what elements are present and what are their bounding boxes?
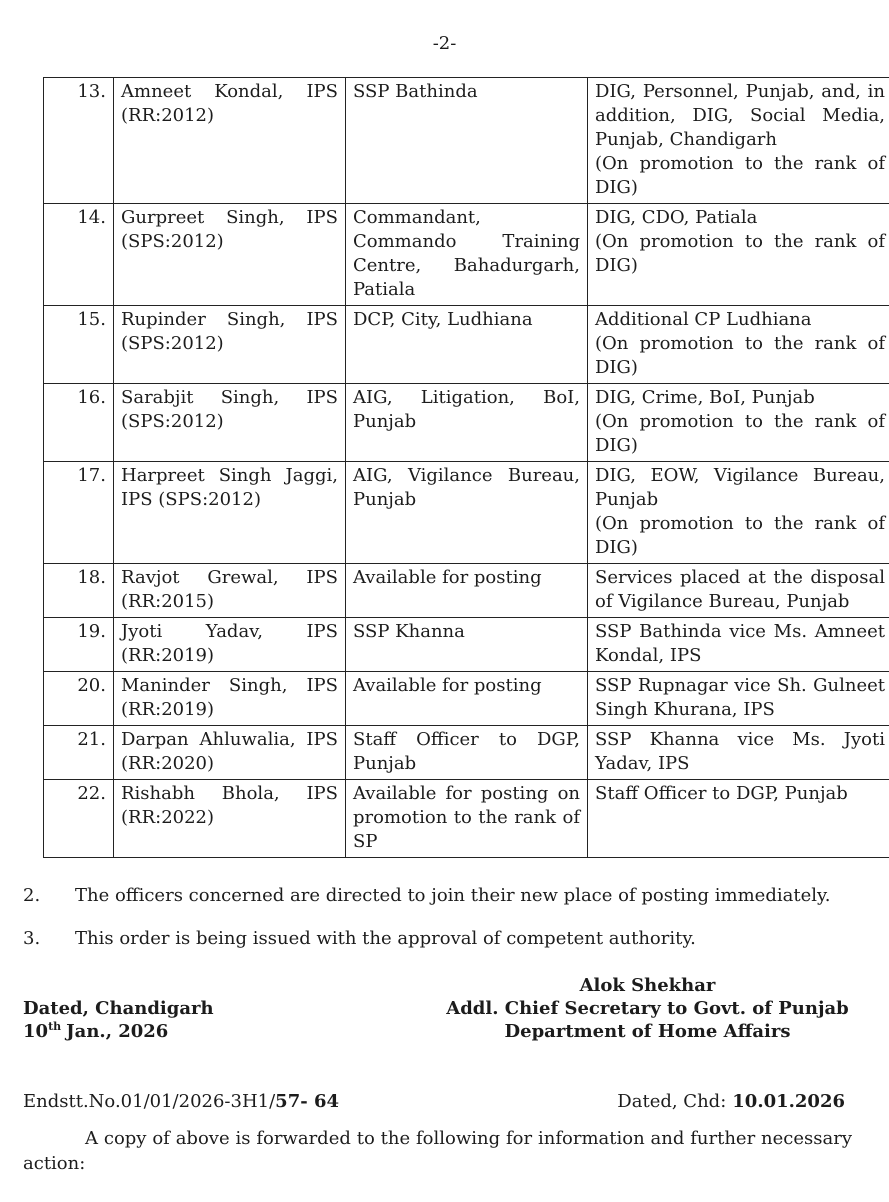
table-row — [44, 306, 889, 384]
table-row — [44, 780, 889, 858]
dated-place: Dated, Chandigarh — [23, 998, 214, 1019]
current-posting: Available for posting — [346, 564, 588, 618]
new-posting: SSP Khanna vice Ms. Jyoti Yadav, IPS — [588, 726, 889, 780]
officer-serial: 21. — [44, 726, 114, 780]
new-posting: SSP Bathinda vice Ms. Amneet Kondal, IPS — [588, 618, 889, 672]
dated-block — [23, 997, 214, 1043]
signatory-department: Department of Home Affairs — [504, 1021, 791, 1042]
paragraph-2-text: The officers concerned are directed to join their new place of posting immediately. — [75, 885, 831, 906]
new-posting: Additional CP Ludhiana (On promotion to the rank of DIG) — [588, 306, 889, 384]
table-row — [44, 564, 889, 618]
officer-name: Maninder Singh, IPS (RR:2019) — [114, 672, 346, 726]
signatory — [440, 974, 855, 1043]
new-posting: SSP Rupnagar vice Sh. Gulneet Singh Khurana, IPS — [588, 672, 889, 726]
officer-serial: 15. — [44, 306, 114, 384]
table-row — [44, 618, 889, 672]
table-row — [44, 726, 889, 780]
endorsement-row — [23, 1090, 845, 1114]
officer-name: Jyoti Yadav, IPS (RR:2019) — [114, 618, 346, 672]
officer-serial: 18. — [44, 564, 114, 618]
officer-serial: 20. — [44, 672, 114, 726]
officer-name: Harpreet Singh Jaggi, IPS (SPS:2012) — [114, 462, 346, 564]
paragraph-2-number: 2. — [23, 885, 41, 906]
officer-name: Rupinder Singh, IPS (SPS:2012) — [114, 306, 346, 384]
table-row — [44, 204, 889, 306]
current-posting: Available for posting on promotion to the rank of SP — [346, 780, 588, 858]
current-posting: AIG, Vigilance Bureau, Punjab — [346, 462, 588, 564]
officer-name: Rishabh Bhola, IPS (RR:2022) — [114, 780, 346, 858]
paragraph-2 — [23, 884, 852, 908]
table-row — [44, 462, 889, 564]
signatory-title: Addl. Chief Secretary to Govt. of Punjab — [446, 998, 849, 1019]
paragraph-3-number: 3. — [23, 928, 41, 949]
current-posting: Available for posting — [346, 672, 588, 726]
officer-name: Sarabjit Singh, IPS (SPS:2012) — [114, 384, 346, 462]
current-posting: AIG, Litigation, BoI, Punjab — [346, 384, 588, 462]
new-posting: Staff Officer to DGP, Punjab — [588, 780, 889, 858]
endorsement-date: Dated, Chd: 10.01.2026 — [617, 1091, 845, 1112]
new-posting: DIG, Crime, BoI, Punjab (On promotion to the rank of DIG) — [588, 384, 889, 462]
officer-serial: 13. — [44, 78, 114, 204]
paragraph-3 — [23, 927, 852, 951]
new-posting: DIG, EOW, Vigilance Bureau, Punjab (On promotion to the rank of DIG) — [588, 462, 889, 564]
officer-name: Gurpreet Singh, IPS (SPS:2012) — [114, 204, 346, 306]
officer-name: Ravjot Grewal, IPS (RR:2015) — [114, 564, 346, 618]
officer-serial: 17. — [44, 462, 114, 564]
officer-serial: 14. — [44, 204, 114, 306]
officer-serial: 16. — [44, 384, 114, 462]
signatory-name: Alok Shekhar — [579, 975, 716, 996]
postings-table — [43, 77, 889, 858]
new-posting: Services placed at the disposal of Vigilance Bureau, Punjab — [588, 564, 889, 618]
table-row — [44, 672, 889, 726]
table-row — [44, 384, 889, 462]
table-row — [44, 78, 889, 204]
forwarding-note: A copy of above is forwarded to the following for information and further necessary action: — [23, 1128, 852, 1174]
new-posting: DIG, CDO, Patiala (On promotion to the rank of DIG) — [588, 204, 889, 306]
officer-serial: 22. — [44, 780, 114, 858]
signature-block — [0, 974, 889, 1044]
officer-serial: 19. — [44, 618, 114, 672]
current-posting: DCP, City, Ludhiana — [346, 306, 588, 384]
officer-name: Darpan Ahluwalia, IPS (RR:2020) — [114, 726, 346, 780]
page-number: -2- — [432, 33, 457, 54]
current-posting: SSP Khanna — [346, 618, 588, 672]
paragraph-3-text: This order is being issued with the approval of competent authority. — [75, 928, 696, 949]
current-posting: Staff Officer to DGP, Punjab — [346, 726, 588, 780]
new-posting: DIG, Personnel, Punjab, and, in addition, DIG, Social Media, Punjab, Chandigarh (On promotion to the rank of DIG) — [588, 78, 889, 204]
officer-name: Amneet Kondal, IPS (RR:2012) — [114, 78, 346, 204]
current-posting: SSP Bathinda — [346, 78, 588, 204]
endorsement-number: Endstt.No.01/01/2026-3H1/57- 64 — [23, 1091, 340, 1112]
current-posting: Commandant, Commando Training Centre, Bahadurgarh, Patiala — [346, 204, 588, 306]
dated-date: 10th Jan., 2026 — [23, 1020, 169, 1042]
